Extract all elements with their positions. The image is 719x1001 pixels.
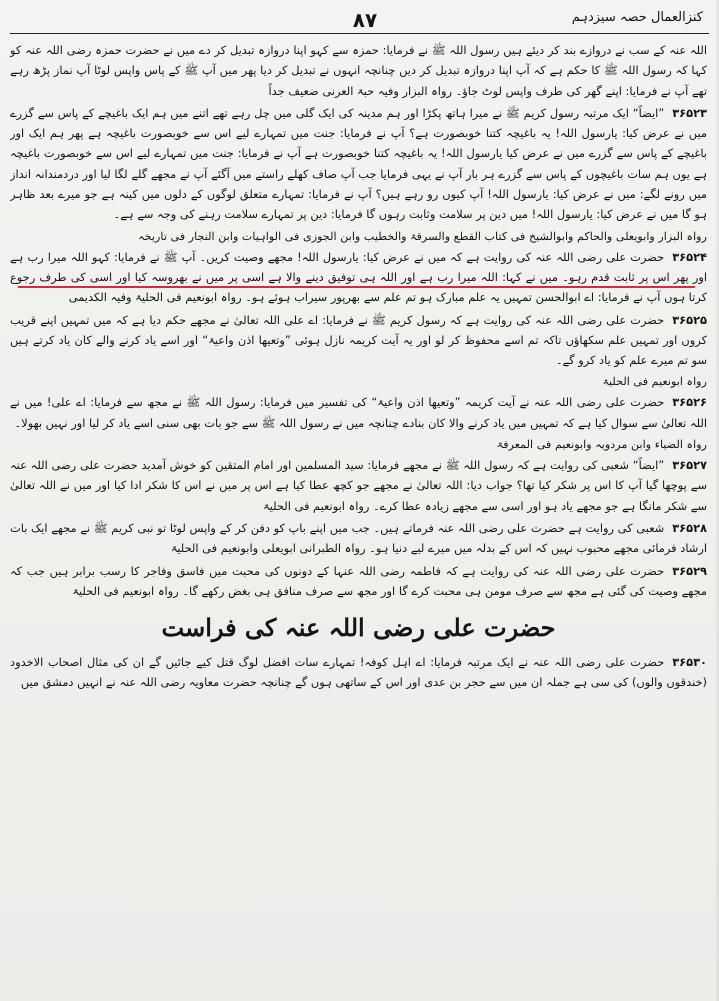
reference-line: رواہ الضیاء وابن مردویہ وابونعیم فی المعرفۃ [496,438,707,452]
paragraph-text: شعبی کی روایت ہے حضرت علی رضی اللہ عنہ فرماتے ہیں۔ جب میں اپنے باپ کو دفن کر کے واپس لوٹا تو نبی کریم ﷺ نے مجھے ایک بات ارشاد فرمائی مجھے محبوب نہیں کہ اس کے بدلہ میں میرے لیے دنیا ہو۔ رواہ الطبرانی ابویعلی وابونعیم فی الحلیۃ [10,520,707,556]
paragraph-text: ”ایضاً“ ایک مرتبہ رسول کریم ﷺ نے میرا ہاتھ پکڑا اور ہم مدینہ کی ایک گلی میں چل رہے تھے اتنے میں ہم ایک باغیچے کے پاس سے گزرے میں نے عرض کیا: یارسول اللہ! یہ باغیچہ کتنا خوبصورت ہے؟ آپ نے فرمایا: جنت میں تمہارے لیے اس سے خوبصورت باغیچہ ہے پھر ہم ایک اور باغیچے کے پاس سے گزرے میں نے عرض کیا یارسول اللہ! یہ باغیچہ کتنا خوبصورت ہے آپ نے فرمایا: جنت میں تمہارے لیے اس سے خوبصورت باغیچہ ہے یوں ہم سات باغیچوں کے پاس سے گزرے ہر بار آپ نے یہی فرمایا جب آپ صاف کھلے راستے میں آگئے آپ نے مجھے گلے لگا لیا اور دردمندانہ انداز میں رونے لگے: میں نے عرض کیا: یارسول اللہ! آپ کیوں رو رہے ہیں؟ آپ نے فرمایا: تمہارے متعلق لوگوں کے دلوں میں کینہ ہے جو میرے بعد ظاہر ہو گا میں نے عرض کیا: یارسول اللہ! میں دین پر سلامت وثابت رہوں گا فرمایا: دین پر تمہارے سلامت رہنے کی وجہ سے ہے۔ [10,105,707,222]
reference-line: رواہ ابونعیم فی الحلیۃ [602,375,707,389]
hadith-number: ۳۶۵۲۷ [672,458,707,473]
hadith-36526 [10,392,707,433]
hadith-36524 [10,247,707,308]
paragraph [10,40,707,101]
section-heading: حضرت علی رضی اللہ عنہ کی فراست [161,613,556,643]
hadith-36527 [10,455,707,516]
highlight-underline [18,286,695,288]
reference-line: رواہ البزار وابویعلی والحاکم وابوالشیخ فی کتاب القطع والسرقۃ والخطیب وابن الجوزی فی الواہیات وابن النجار فی تاریخہ [138,229,707,243]
running-title: کنزالعمال حصہ سیزدہم [571,10,703,25]
page-content [10,40,707,995]
hadith-number: ۳۶۵۲۳ [672,105,707,120]
hadith-number: ۳۶۵۳۰ [672,655,707,670]
paragraph-text: اللہ عنہ کے سب نے دروازے بند کر دیئے ہیں رسول اللہ ﷺ نے فرمایا: حمزہ سے کہو اپنا دروازہ تبدیل کر دے میں نے حضرت حمزہ رضی اللہ عنہ کو کہا کہ رسول اللہ ﷺ کا حکم ہے کہ آپ اپنا دروازہ تبدیل کر دیں چنانچہ انہوں نے تبدیل کر دیا پھر میں آپ ﷺ کے پاس واپس لوٹا آپ نماز پڑھ رہے تھے آپ نے فرمایا: اپنے گھر کی طرف واپس لوٹ جاؤ۔ رواہ البزار وفیہ حبۃ العرنی ضعیف جداً [10,43,707,98]
page-number: ۸۷ [352,8,378,32]
paragraph-text: حضرت علی رضی اللہ عنہ نے ایک مرتبہ فرمایا: اے اہل کوفہ! تمہارے سات افضل لوگ قتل کیے جائیں گے ان کی مثال اصحاب الاخدود (خندقوں والوں) کی سی ہے جملہ ان میں سے حجر بن عدی اور اس کے ساتھی ہوں گے چنانچہ حضرت معاویہ رضی اللہ عنہ نے انہیں دمشق میں [10,655,707,690]
paragraph-text: حضرت علی رضی اللہ عنہ کی روایت ہے کہ رسول کریم ﷺ نے فرمایا: اے علی اللہ تعالیٰ نے مجھے حکم دیا ہے کہ میں تمہیں اپنے قریب کروں اور تمہیں علم سکھاؤں تاکہ تم اسے محفوظ کر لو اور یہ آیت کریمہ نازل ہوئی ”وتعیھا اذن واعیۃ“ اور اسے یاد کرنے والے کان یاد کرتے ہیں سو تم میرے علم کو یاد کرو گے۔ [10,312,707,368]
paragraph-text: حضرت علی رضی اللہ عنہ نے آیت کریمہ ”وتعیھا اذن واعیۃ“ کی تفسیر میں فرمایا: رسول اللہ ﷺ نے مجھ سے فرمایا: اے علی! میں نے اللہ تعالیٰ سے سوال کیا ہے کہ تمہیں میں یاد کرنے والا کان بنادے چنانچہ میں نے رسول اللہ ﷺ سے جو بات بھی سنی اسے یاد کر لیا اور نہیں بھولا۔ [10,395,707,430]
hadith-number: ۳۶۵۲۸ [672,520,707,535]
paragraph-text: حضرت علی رضی اللہ عنہ کی روایت ہے کہ فاطمہ رضی اللہ عنہا کے دونوں کی محبت میں فاسق وفاجر کا رسب برابر ہیں جب کہ مجھے وصیت کی گئی ہے مجھ سے صرف مومن ہی محبت کرے گا اور مجھ سے صرف منافق ہی بغض رکھے گا۔ رواہ ابونعیم فی الحلیۃ [10,563,707,598]
paragraph-text: حضرت علی رضی اللہ عنہ کی روایت ہے کہ میں نے عرض کیا: یارسول اللہ! مجھے وصیت کریں۔ آپ ﷺ نے فرمایا: کہو اللہ میرا رب ہے اور پھر اس پر ثابت قدم رہو۔ میں نے کہا: اللہ میرا رب ہے اور اللہ ہی توفیق دینے والا ہے اسی پر میں نے بھروسہ کیا اور اسی کی طرف رجوع کرتا ہوں آپ نے فرمایا: اے ابوالحسن تمہیں یہ علم مبارک ہو تم علم سے بھرپور سیراب ہوئے ہو۔ رواہ ابونعیم فی الحلیۃ وفیہ الکدیمی [10,249,707,305]
header-rule [10,33,709,34]
hadith-number: ۳۶۵۲۶ [672,395,707,410]
hadith-36530 [10,652,707,693]
hadith-36523 [10,103,707,225]
hadith-36525 [10,310,707,371]
page-header [10,8,709,34]
scan-edge-shadow [715,0,719,1001]
hadith-number: ۳۶۵۲۴ [672,249,707,264]
hadith-36528 [10,518,707,559]
hadith-number: ۳۶۵۲۹ [672,563,707,578]
paragraph-text: ”ایضاً“ شعبی کی روایت ہے کہ رسول اللہ ﷺ نے مجھے فرمایا: سید المسلمین اور امام المتقین کو خوش آمدید حضرت علی رضی اللہ عنہ سے پوچھا گیا آپ کا اس پر شکر کیا تھا؟ جواب دیا: اللہ تعالیٰ نے مجھے جو کچھ عطا کیا ہے اس پر میں نے اس کا شکر ادا کیا اور میں نے اللہ تعالیٰ سے شکر مانگا ہے جو مجھے یاد ہو اور اسی سے مجھے زیادہ عطا کرے۔ رواہ ابونعیم فی الحلیۃ [10,458,707,513]
hadith-number: ۳۶۵۲۵ [672,312,707,327]
hadith-36529 [10,561,707,602]
